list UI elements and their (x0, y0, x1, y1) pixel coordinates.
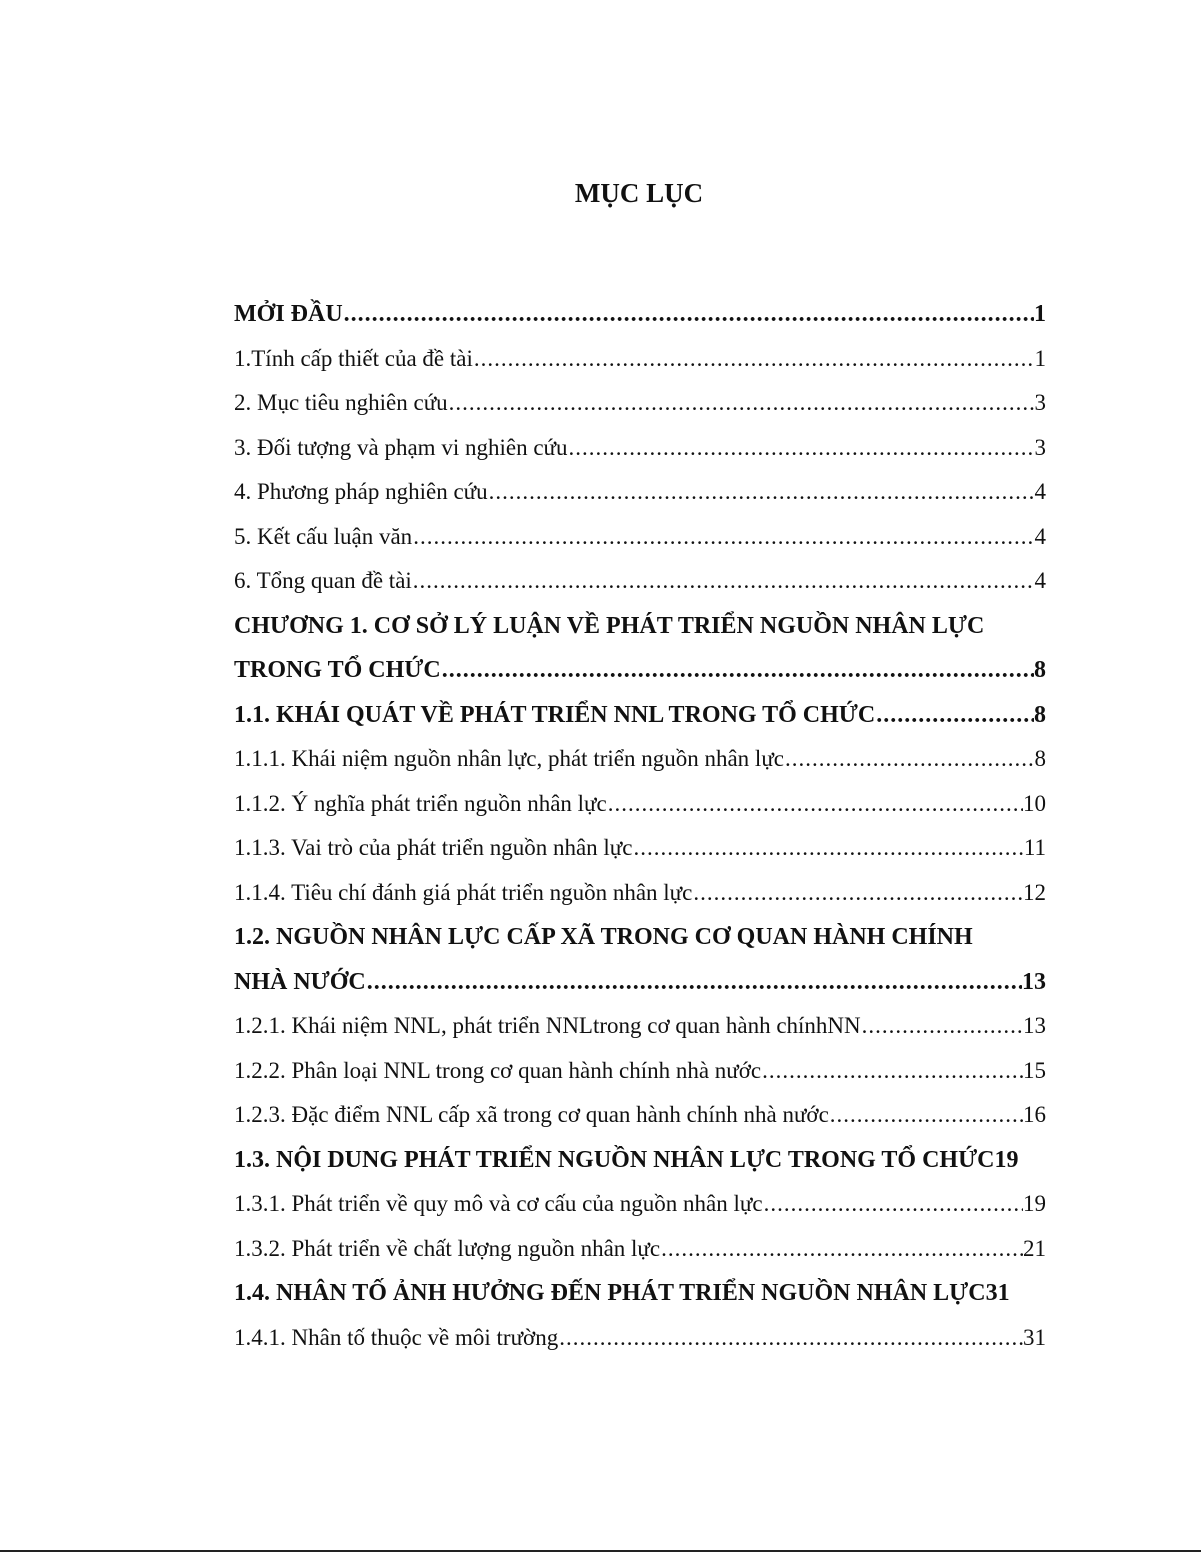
toc-entry-page: 8 (1034, 701, 1046, 728)
toc-leader (558, 1316, 1023, 1361)
toc-entry[interactable] (234, 292, 1046, 337)
toc-entry-page: 4 (1034, 479, 1046, 504)
toc-entry-text: 1.1.2. Ý nghĩa phát triển nguồn nhân lực (234, 790, 607, 816)
toc-entry-page: 31 (1023, 1324, 1046, 1350)
toc-entry-page: 11 (1023, 835, 1046, 860)
toc-entry[interactable] (234, 960, 1046, 1005)
toc-leader (784, 737, 1035, 782)
toc-entry-text: 1.2.3. Đặc điểm NNL cấp xã trong cơ quan hành chính nhà nước (234, 1102, 829, 1127)
toc-entry-text: 1.Tính cấp thiết của đề tài (234, 345, 473, 371)
toc-entry[interactable] (234, 470, 1046, 515)
toc-entry-text: 1.2.2. Phân loại NNL trong cơ quan hành chính nhà nước (234, 1057, 762, 1083)
toc-entry-page: 10 (1023, 790, 1046, 816)
toc-leader (343, 292, 1034, 337)
toc-entry[interactable] (234, 559, 1046, 604)
toc-entry-text: NHÀ NƯỚC (234, 968, 366, 995)
toc-entry[interactable] (234, 693, 1046, 738)
toc-entry[interactable] (234, 1093, 1046, 1138)
toc-leader (607, 782, 1023, 827)
toc-entry-text: 4. Phương pháp nghiên cứu (234, 479, 488, 504)
toc-leader (448, 381, 1035, 426)
toc-leader (829, 1093, 1023, 1138)
page-title: MỤC LỤC (574, 178, 704, 208)
toc-entry-page: 4 (1034, 523, 1046, 549)
toc-entry[interactable] (234, 1316, 1046, 1361)
toc-entry-heading-line[interactable]: 1.2. NGUỒN NHÂN LỰC CẤP XÃ TRONG CƠ QUAN HÀNH CHÍNH (234, 924, 973, 950)
toc-entry-page: 8 (1034, 746, 1046, 771)
toc-leader (412, 515, 1034, 560)
toc-entry[interactable] (234, 1049, 1046, 1094)
toc-entry[interactable] (234, 1004, 1046, 1049)
toc-leader (660, 1227, 1023, 1272)
table-of-contents (234, 292, 1046, 1360)
toc-leader (761, 1049, 1023, 1094)
toc-leader (568, 426, 1035, 471)
toc-entry-text: 2. Mục tiêu nghiên cứu (234, 390, 448, 415)
toc-entry-page: 21 (1023, 1235, 1046, 1261)
toc-entry[interactable] (234, 381, 1046, 426)
toc-entry-page: 8 (1034, 657, 1046, 683)
toc-leader (875, 693, 1034, 738)
toc-entry[interactable] (234, 871, 1046, 916)
toc-leader (692, 871, 1023, 916)
toc-entry-text: 1.1.3. Vai trò của phát triển nguồn nhân lực (234, 835, 633, 860)
toc-entry-page: 1 (1034, 301, 1046, 327)
toc-entry-text: MỞI ĐẦU (234, 301, 343, 327)
toc-entry-text: 1.3.1. Phát triển về quy mô và cơ cấu của nguồn nhân lực (234, 1191, 763, 1216)
page-bottom-edge (0, 1550, 1201, 1552)
toc-entry-page: 4 (1034, 568, 1046, 593)
toc-entry-page: 15 (1023, 1057, 1046, 1083)
toc-entry-text: 1.3.2. Phát triển về chất lượng nguồn nhân lực (234, 1235, 661, 1261)
toc-entry-text: 3. Đối tượng và phạm vi nghiên cứu (234, 434, 568, 460)
toc-entry[interactable]: 1.3. NỘI DUNG PHÁT TRIỂN NGUỒN NHÂN LỰC TRONG TỔ CHỨC19 (234, 1146, 1019, 1173)
toc-leader (366, 960, 1022, 1005)
toc-entry-text: 6. Tổng quan đề tài (234, 568, 412, 593)
toc-entry-page: 12 (1023, 879, 1046, 905)
toc-entry-page: 13 (1023, 1013, 1046, 1038)
toc-entry[interactable] (234, 782, 1046, 827)
toc-entry-text: 1.4.1. Nhân tố thuộc về môi trường (234, 1324, 559, 1350)
toc-entry-page: 1 (1034, 345, 1046, 371)
toc-entry-page: 3 (1034, 390, 1046, 415)
toc-entry-text: 1.2.1. Khái niệm NNL, phát triển NNLtrong cơ quan hành chínhNN (234, 1013, 861, 1038)
toc-entry-page: 13 (1022, 968, 1046, 995)
toc-entry[interactable] (234, 826, 1046, 871)
toc-entry-page: 19 (1023, 1191, 1046, 1216)
toc-entry[interactable] (234, 1227, 1046, 1272)
toc-leader (763, 1182, 1023, 1227)
toc-entry-page: 3 (1034, 434, 1046, 460)
toc-entry-text: 1.1.4. Tiêu chí đánh giá phát triển nguồn nhân lực (234, 879, 693, 905)
toc-entry[interactable] (234, 515, 1046, 560)
toc-leader (632, 826, 1023, 871)
toc-leader (488, 470, 1035, 515)
toc-entry-text: 1.1. KHÁI QUÁT VỀ PHÁT TRIỂN NNL TRONG TỔ CHỨC (234, 701, 876, 728)
toc-entry[interactable] (234, 737, 1046, 782)
toc-entry[interactable] (234, 337, 1046, 382)
toc-leader (473, 337, 1035, 382)
toc-entry-text: 5. Kết cấu luận văn (234, 523, 413, 549)
toc-entry-heading-line[interactable]: CHƯƠNG 1. CƠ SỞ LÝ LUẬN VỀ PHÁT TRIỂN NGUỒN NHÂN LỰC (234, 612, 985, 639)
toc-entry[interactable] (234, 648, 1046, 693)
toc-entry[interactable] (234, 1182, 1046, 1227)
toc-entry-text: TRONG TỔ CHỨC (234, 657, 441, 683)
toc-entry[interactable]: 1.4. NHÂN TỐ ẢNH HƯỞNG ĐẾN PHÁT TRIỂN NGUỒN NHÂN LỰC31 (234, 1280, 1010, 1306)
toc-leader (412, 559, 1035, 604)
toc-entry[interactable] (234, 426, 1046, 471)
toc-leader (441, 648, 1034, 693)
toc-leader (861, 1004, 1023, 1049)
toc-entry-page: 16 (1023, 1102, 1046, 1127)
toc-entry-text: 1.1.1. Khái niệm nguồn nhân lực, phát triển nguồn nhân lực (234, 746, 784, 771)
